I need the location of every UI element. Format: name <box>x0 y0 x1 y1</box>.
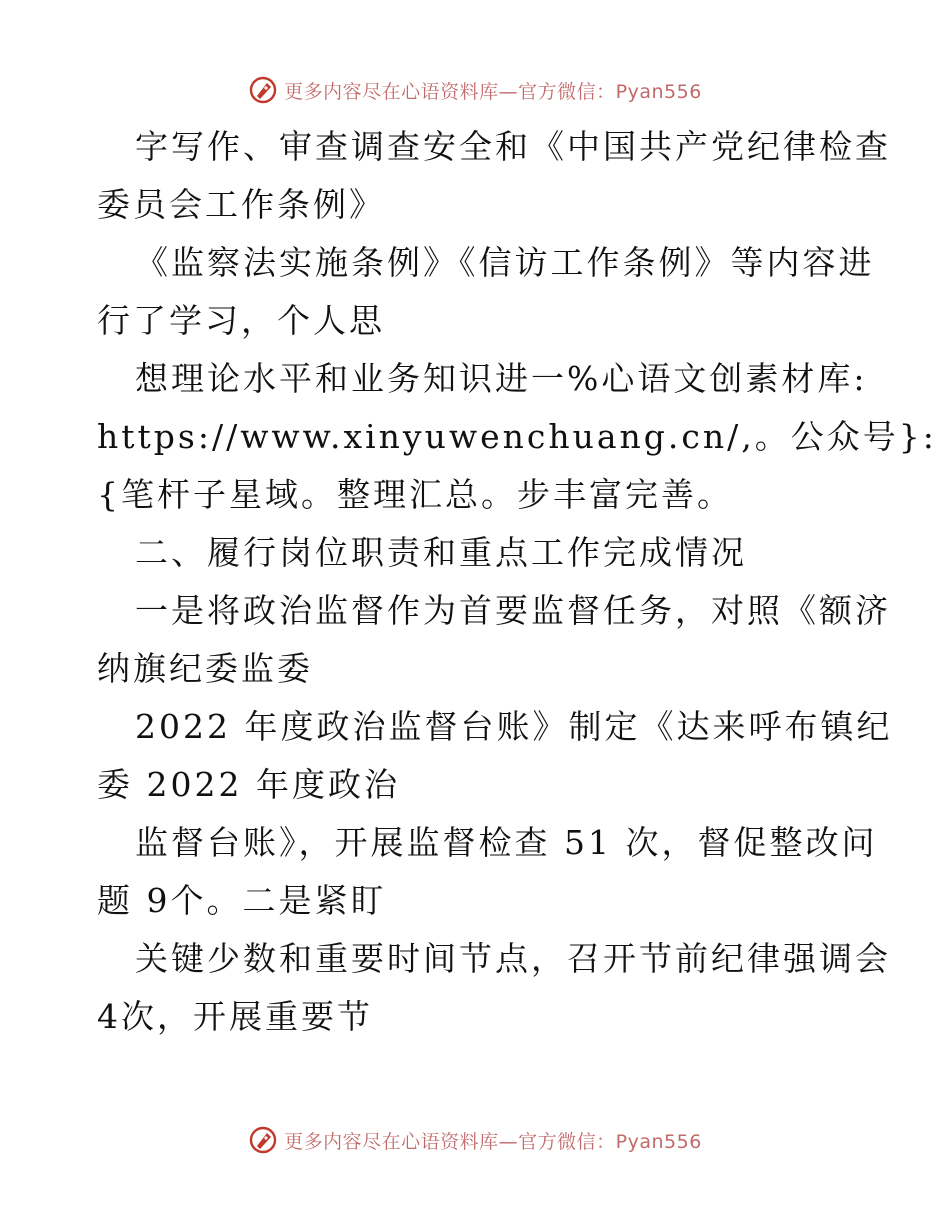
text-line: 关键少数和重要时间节点，召开节前纪律强调会 <box>135 939 891 978</box>
text-line: 委 2022 年度政治 <box>97 765 400 804</box>
text-line: 4次，开展重要节 <box>97 997 373 1036</box>
text-line: 一是将政治监督作为首要监督任务，对照《额济 <box>135 591 891 630</box>
text-line: 行了学习，个人思 <box>97 301 385 340</box>
pen-nib-logo-icon <box>248 1125 278 1155</box>
text-line: 想理论水平和业务知识进一%心语文创素材库: <box>135 359 868 398</box>
text-line: https://www.xinyuwenchuang.cn/,。公众号}: <box>97 417 937 456</box>
footer-watermark <box>0 1122 950 1158</box>
text-line: 题 9个。二是紧盯 <box>97 881 387 920</box>
document-body <box>97 118 937 1046</box>
text-line: 委员会工作条例》 <box>97 185 385 224</box>
header-watermark <box>0 72 950 108</box>
watermark-text: 更多内容尽在心语资料库—官方微信：Pyan556 <box>284 80 702 103</box>
text-line: 《监察法实施条例》《信访工作条例》等内容进 <box>135 243 875 282</box>
text-line: {笔杆子星域。整理汇总。步丰富完善。 <box>97 475 733 514</box>
text-line: 监督台账》，开展监督检查 51 次，督促整改问 <box>135 823 878 862</box>
text-line: 二、履行岗位职责和重点工作完成情况 <box>135 533 747 572</box>
text-line: 字写作、审查调查安全和《中国共产党纪律检查 <box>135 127 891 166</box>
text-line: 2022 年度政治监督台账》制定《达来呼布镇纪 <box>135 707 893 746</box>
text-line: 纳旗纪委监委 <box>97 649 313 688</box>
watermark-text: 更多内容尽在心语资料库—官方微信：Pyan556 <box>284 1130 702 1153</box>
pen-nib-logo-icon <box>248 75 278 105</box>
